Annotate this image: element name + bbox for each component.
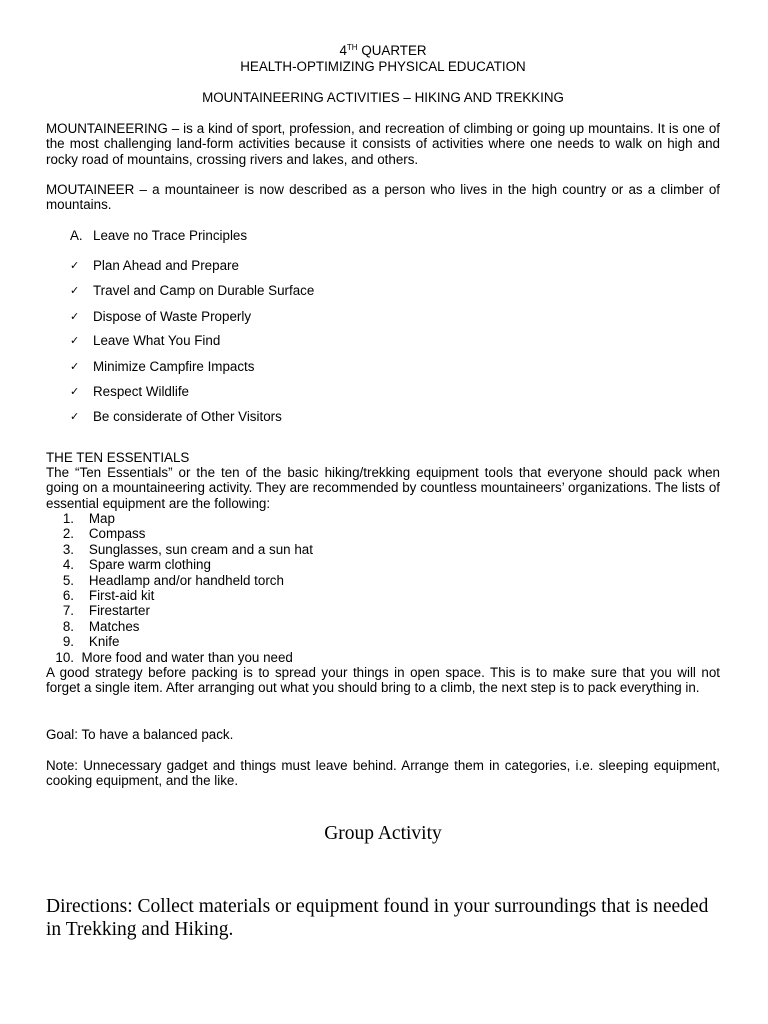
list-item: 10. More food and water than you need	[55, 649, 293, 665]
list-item: ✓ Plan Ahead and Prepare	[70, 258, 239, 273]
document-title: MOUNTAINEERING ACTIVITIES – HIKING AND TREKKING	[202, 90, 564, 105]
checkmark-icon: ✓	[70, 259, 80, 272]
mountaineer-paragraph: MOUTAINEER – a mountaineer is now described as a person who lives in the high country or as a climber of mountains.	[46, 182, 720, 213]
checkmark-icon: ✓	[70, 385, 80, 398]
list-letter: A.	[70, 228, 83, 243]
list-item: 7. Firestarter	[62, 603, 150, 619]
mountaineering-paragraph: MOUNTAINEERING – is a kind of sport, profession, and recreation of climbing or going up mountains. It is one of the most challenging land-form activities because it consists of activities where one needs to walk on high and rocky road of mountains, crossing rivers and lakes, and others.	[46, 121, 720, 167]
directions-paragraph: Directions: Collect materials or equipment found in your surroundings that is needed in Trekking and Hiking.	[46, 896, 709, 940]
list-item: ✓ Respect Wildlife	[70, 384, 189, 399]
list-item: 8. Matches	[62, 618, 140, 634]
list-item: 5. Headlamp and/or handheld torch	[62, 572, 284, 588]
quarter-number: 4	[339, 43, 347, 58]
ten-essentials-intro: The “Ten Essentials” or the ten of the basic hiking/trekking equipment tools that everyone should pack when going on a mountaineering activity. They are recommended by countless mountaineers’ organizations. The lists of essential equipment are the following:	[46, 465, 720, 511]
quarter-superscript: TH	[346, 43, 358, 52]
list-item: ✓ Travel and Camp on Durable Surface	[70, 283, 315, 298]
list-item: 9. Knife	[62, 634, 120, 650]
checkmark-icon: ✓	[70, 310, 80, 323]
list-item: ✓ Minimize Campfire Impacts	[70, 359, 255, 374]
leave-no-trace-title: Leave no Trace Principles	[93, 228, 248, 243]
goal-line: Goal: To have a balanced pack.	[46, 727, 234, 742]
checkmark-icon: ✓	[70, 334, 80, 347]
packing-strategy-paragraph: A good strategy before packing is to spread your things in open space. This is to make sure that you will not forget a single item. After arranging out what you should bring to a climb, the next step is to pack everything in.	[46, 665, 720, 696]
list-item: ✓ Dispose of Waste Properly	[70, 309, 252, 324]
list-item: ✓ Be considerate of Other Visitors	[70, 409, 282, 424]
list-item: ✓ Leave What You Find	[70, 333, 221, 348]
ten-essentials-list	[46, 511, 313, 665]
checkmark-icon: ✓	[70, 410, 80, 423]
checkmark-icon: ✓	[70, 284, 80, 297]
ten-essentials-heading: THE TEN ESSENTIALS	[46, 450, 190, 465]
group-activity-title: Group Activity	[324, 823, 442, 844]
list-item: 2. Compass	[62, 526, 146, 542]
list-item: 1. Map	[62, 511, 115, 526]
list-item: 4. Spare warm clothing	[62, 557, 211, 573]
quarter-heading	[46, 43, 720, 59]
list-item: 3. Sunglasses, sun cream and a sun hat	[62, 541, 313, 557]
leave-no-trace-heading	[70, 228, 247, 244]
note-paragraph: Note: Unnecessary gadget and things must leave behind. Arrange them in categories, i.e. sleeping equipment, cooking equipment, and the like.	[46, 758, 720, 789]
checkmark-icon: ✓	[70, 360, 80, 373]
subject-heading: HEALTH-OPTIMIZING PHYSICAL EDUCATION	[240, 59, 526, 74]
quarter-word: QUARTER	[361, 43, 427, 58]
list-item: 6. First-aid kit	[62, 587, 155, 603]
